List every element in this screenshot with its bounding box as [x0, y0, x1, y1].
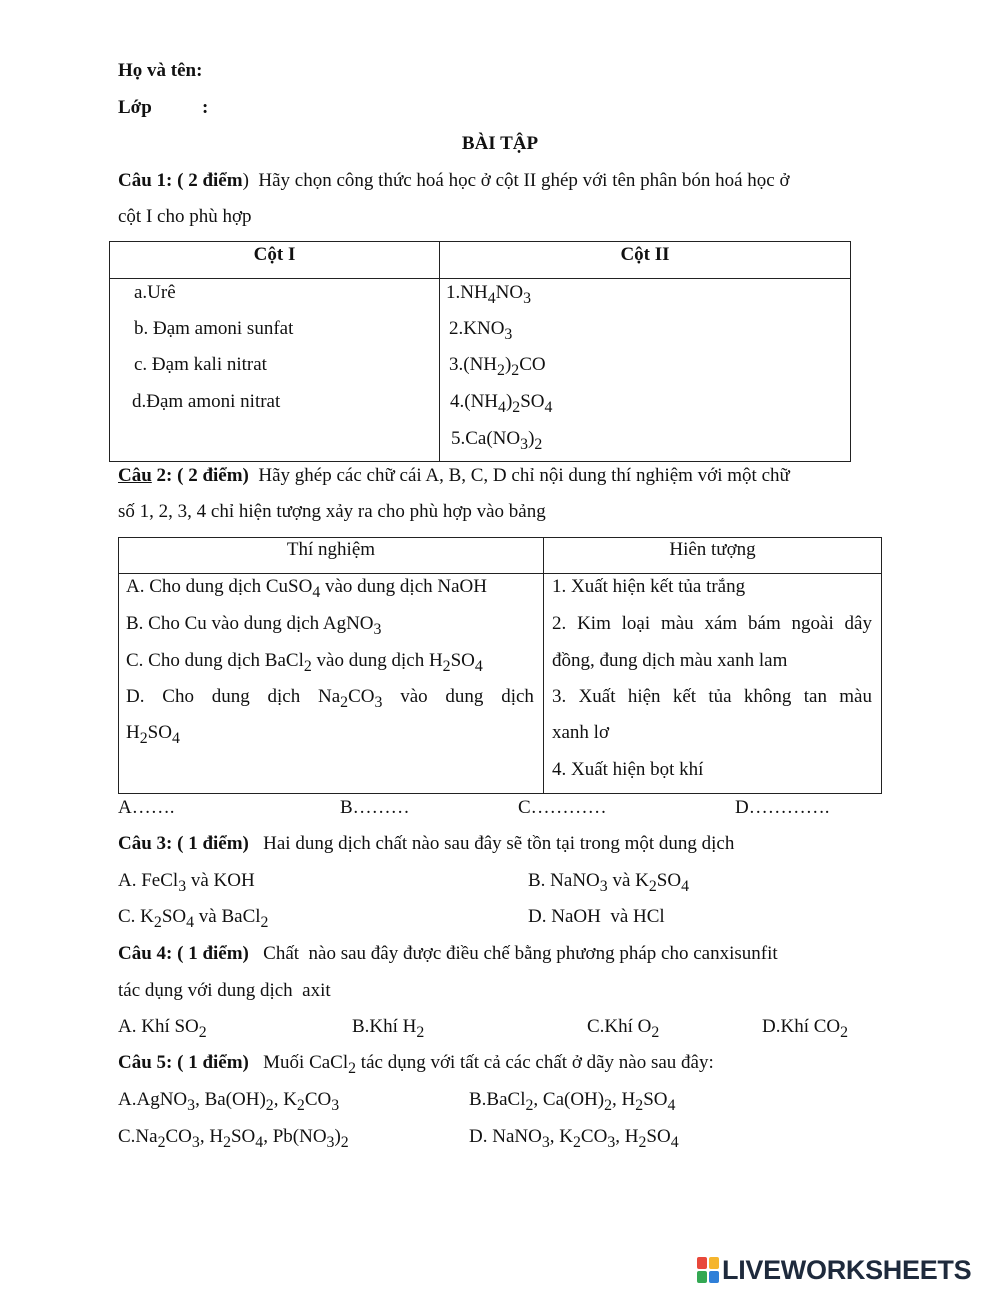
q1-line1: Câu 1: ( 2 điểm) Hãy chọn công thức hoá học ở cột II ghép với tên phân bón hoá học ở	[118, 170, 790, 191]
liveworksheets-logo-icon	[697, 1257, 719, 1283]
liveworksheets-logo	[697, 1254, 971, 1286]
q1-col2-header: Cột II	[620, 244, 670, 265]
q2-phenomenon-2-cont: đồng, đung dịch màu xanh lam	[552, 650, 788, 671]
q1-col2-item: $2.KNO_3$	[449, 318, 513, 343]
q3-option-a: A. FeCl$_3$ và KOH	[118, 870, 255, 895]
q4-line2: tác dụng với dung dịch axit	[118, 980, 331, 1001]
q2-phenomenon-3-cont: xanh lơ	[552, 722, 610, 743]
logo-square	[709, 1257, 719, 1269]
class-colon: :	[202, 97, 209, 118]
q3-option-c: C. $K_2SO_4$ và BaCl$_2$	[118, 906, 269, 931]
q5-option-d: D. NaNO$_3$, $K_2CO_3$, $H_2SO_4$	[469, 1126, 679, 1151]
q3-line1: Câu 3: ( 1 điểm) Hai dung dịch chất nào sau đây sẽ tồn tại trong một dung dịch	[118, 833, 735, 854]
answer-a[interactable]: A…….	[118, 797, 175, 818]
logo-square	[697, 1257, 707, 1269]
q5-option-b: B.BaCl$_2$, $Ca(OH)_2$, $H_2SO_4$	[469, 1089, 676, 1114]
q2-line2: số 1, 2, 3, 4 chỉ hiện tượng xảy ra cho phù hợp vào bảng	[118, 501, 546, 522]
q5-option-c: $C.Na_2CO_3$, $H_2SO_4$, $Pb(NO_3)_2$	[118, 1126, 349, 1151]
logo-square	[697, 1271, 707, 1283]
q2-phenomenon-2: 2. Kim loại màu xám bám ngoài dây	[552, 613, 872, 634]
q2-phenomenon-4: 4. Xuất hiện bọt khí	[552, 759, 704, 780]
q1-col1-item: b. Đạm amoni sunfat	[134, 318, 294, 339]
q1-col2-item: $1.NH_4NO_3$	[446, 282, 531, 307]
answer-b[interactable]: B………	[340, 797, 410, 818]
q4-option-a: A. Khí $SO_2$	[118, 1016, 207, 1041]
q2-experiment-c: C. Cho dung dịch BaCl$_2$ vào dung dịch $H_2SO_4$	[126, 650, 483, 675]
q4-option-c: C.Khí $O_2$	[587, 1016, 660, 1041]
liveworksheets-logo-text: LIVEWORKSHEETS	[722, 1254, 972, 1285]
q1-col1-item: a.Urê	[134, 282, 176, 303]
q3-option-d: D. NaOH và HCl	[528, 906, 665, 927]
q2-phenomenon-1: 1. Xuất hiện kết tủa trắng	[552, 576, 746, 597]
q2-phenomenon-3: 3. Xuất hiện kết tủa không tan màu	[552, 686, 872, 707]
q2-col1-header: Thí nghiệm	[286, 539, 376, 560]
q4-line1: Câu 4: ( 1 điểm) Chất nào sau đây được điều chế bằng phương pháp cho canxisunfit	[118, 943, 778, 964]
q1-col1-item: d.Đạm amoni nitrat	[132, 391, 281, 412]
q1-col2-item: $4.(NH_4)_2SO_4$	[450, 391, 553, 416]
class-label: Lớp	[118, 97, 152, 118]
answer-c[interactable]: C…………	[518, 797, 607, 818]
q2-experiment-b: B. Cho Cu vào dung dịch AgNO$_3$	[126, 613, 382, 638]
name-label: Họ và tên:	[118, 60, 203, 81]
q2-experiment-a: A. Cho dung dịch CuSO$_4$ vào dung dịch NaOH	[126, 576, 487, 601]
q3-option-b: B. NaNO$_3$ và $K_2SO_4$	[528, 870, 689, 895]
page-title: BÀI TẬP	[461, 133, 539, 154]
q5-option-a: A.AgNO$_3$, $Ba(OH)_2$, $K_2CO_3$	[118, 1089, 340, 1114]
q1-col2-item: $3.(NH_2)_2CO$	[449, 354, 546, 379]
q4-option-b: B.Khí $H_2$	[352, 1016, 425, 1041]
q1-col2-item: $5.Ca(NO_3)_2$	[451, 428, 543, 453]
q5-line1: Câu 5: ( 1 điểm) Muối CaCl$_2$ tác dụng với tất cả các chất ở dãy nào sau đây:	[118, 1052, 714, 1077]
q1-col1-item: c. Đạm kali nitrat	[134, 354, 267, 375]
q2-col2-header: Hiên tượng	[669, 539, 756, 560]
q4-option-d: D.Khí $CO_2$	[762, 1016, 849, 1041]
q2-experiment-d-cont: $H_2SO_4$	[126, 722, 180, 747]
q1-col1-header: Cột I	[253, 244, 296, 265]
q2-line1: Câu 2: ( 2 điểm) Hãy ghép các chữ cái A, B, C, D chỉ nội dung thí nghiệm với một chữ	[118, 465, 790, 486]
answer-d[interactable]: D………….	[735, 797, 830, 818]
q2-experiment-d: D. Cho dung dịch $Na_2CO_3$ vào dung dịch	[126, 686, 534, 711]
q1-line2: cột I cho phù hợp	[118, 206, 252, 227]
logo-square	[709, 1271, 719, 1283]
